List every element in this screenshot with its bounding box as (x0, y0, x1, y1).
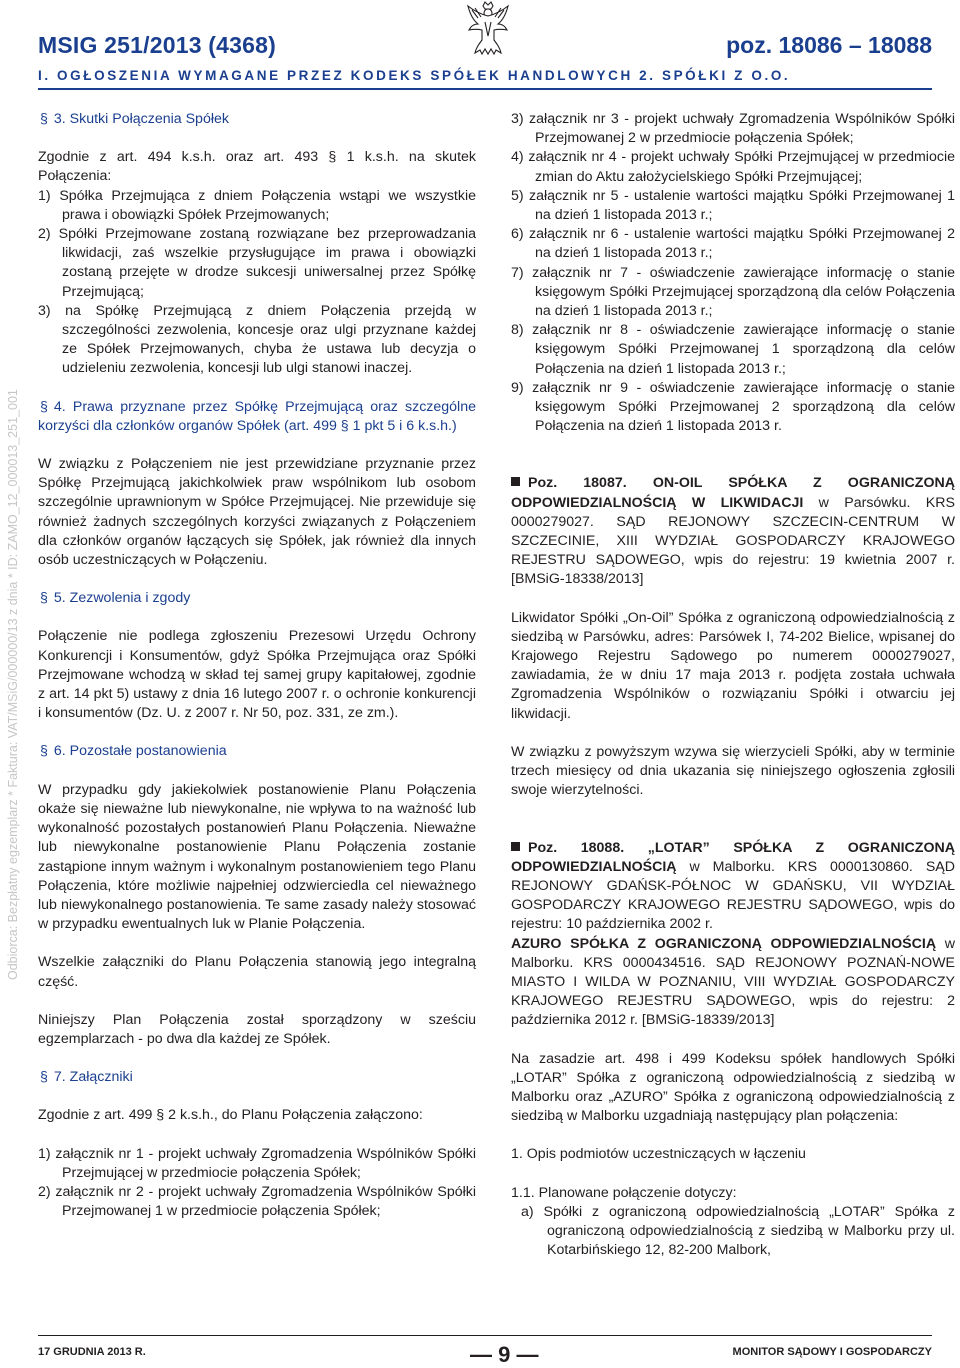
notice-18087-header: Poz. 18087. ON-OIL SPÓŁKA Z OGRANICZONĄ ODPOWIEDZIALNOŚCIĄ W LIKWIDACJI w Parsówku. KRS 0000279027. SĄD REJONOWY SZCZECIN-CENTRUM W SZCZECINIE, XIII WYDZIAŁ GOSPODARCZY KRAJOWEGO REJESTRU SĄDOWEGO, wpis do rejestru: 19 kwietnia 2007 r. [BMSiG-18338/2013] (511, 475, 955, 588)
publication-name: MONITOR SĄDOWY I GOSPODARCZY (732, 1346, 932, 1358)
gazette-title: MSIG 251/2013 (4368) (38, 32, 276, 58)
list-item: 8) załącznik nr 8 - oświadczenie zawierające informację o stanie księgowym Spółki Przejmowanej 1 sporządzoną dla celów Połączenia na dzień 1 listopada 2013 r.; (511, 322, 955, 377)
notice-18088-second-company: AZURO SPÓŁKA Z OGRANICZONĄ ODPOWIEDZIALNOŚCIĄ w Malborku. KRS 0000434516. SĄD REJONOWY POZNAŃ-NOWE MIASTO I WILDA W POZNANIU, VIII WYDZIAŁ GOSPODARCZY KRAJOWEGO REJESTRU SĄDOWEGO, wpis do rejestru: 2 października 2012 r. [BMSiG-18339/2013] (511, 935, 955, 1029)
section-heading-3: § 3. Skutki Połączenia Spółek (40, 111, 229, 127)
list-item: a) Spółki z ograniczoną odpowiedzialnością „LOTAR” Spółka z ograniczoną odpowiedzialnością z siedzibą w Malborku przy ul. Kotarbińskiego 12, 82-200 Malbork, (521, 1203, 955, 1259)
list-item: 9) załącznik nr 9 - oświadczenie zawierające informację o stanie księgowym Spółki Przejmowanej 2 sporządzoną dla celów Połączenia na dzień 1 listopada 2013 r. (511, 379, 955, 435)
notice-18088-header: Poz. 18088. „LOTAR” SPÓŁKA Z OGRANICZONĄ ODPOWIEDZIALNOŚCIĄ w Malborku. KRS 0000130860. SĄD REJONOWY GDAŃSK-PÓŁNOC W GDAŃSKU, VII WYDZIAŁ GOSPODARCZY KRAJOWEGO REJESTRU SĄDOWEGO, wpis do rejestru: 10 października 2002 r. (511, 839, 955, 933)
bullet-icon (511, 477, 520, 486)
page-number: — 9 — (470, 1342, 539, 1367)
header-rule (38, 88, 932, 90)
list-item: 7) załącznik nr 7 - oświadczenie zawierające informację o stanie księgowym Spółki Przejmującej sporządzoną dla celów Połączenia na dzień 1 listopada 2013 r.; (511, 264, 955, 320)
paragraph: Zgodnie z art. 494 k.s.h. oraz art. 493 § 1 k.s.h. na skutek Połączenia: (38, 149, 476, 185)
issue-date: 17 GRUDNIA 2013 R. (38, 1346, 146, 1358)
list-item: 6) załącznik nr 6 - ustalenie wartości majątku Spółki Przejmowanej 2 na dzień 1 listopada 2013 r.; (511, 226, 955, 262)
paragraph: Na zasadzie art. 498 i 499 Kodeksu spółek handlowych Spółki „LOTAR” Spółka z ograniczoną odpowiedzialnością z siedzibą w Malborku oraz „AZURO” Spółka z ograniczoną odpowiedzialnością z siedzibą w Malborku uzgadniają następujący plan połączenia: (511, 1050, 955, 1125)
list-item: 1) Spółka Przejmująca z dniem Połączenia wstąpi we wszystkie prawa i obowiązki Spółek Przejmowanych; (38, 187, 476, 223)
list-item: 5) załącznik nr 5 - ustalenie wartości majątku Spółki Przejmowanej 1 na dzień 1 listopada 2013 r.; (511, 187, 955, 224)
list-item: 4) załącznik nr 4 - projekt uchwały Spółki Przejmującej w przedmiocie zmian do Aktu założycielskiego Spółki Przejmującej; (511, 149, 955, 185)
position-range: poz. 18086 – 18088 (726, 32, 932, 58)
list-item: 3) na Spółkę Przejmującą z dniem Połączenia przejdą w szczególności zezwolenia, koncesje oraz ulgi przyznane każdej ze Spółek Przejmowanych, chyba że ustawa lub decyzja o udzieleniu zezwolenia, koncesji lub ulgi stanowi inaczej. (38, 302, 476, 377)
paragraph: W związku z Połączeniem nie jest przewidziane przyznanie przez Spółkę Przejmującą jakichkolwiek praw wspólnikom lub osobom szczególnie uprawnionym w Spółce Przejmującej. Nie przewiduje się również żadnych szczególnych korzyści związanych z Połączeniem dla członków organów łączących się Spółek, jak również dla innych osób uczestniczących w Połączeniu. (38, 456, 476, 569)
section-heading-4: § 4. Prawa przyznane przez Spółkę Przejmującą oraz szczególne korzyści dla członków organów Spółek (art. 499 § 1 pkt 5 i 6 k.s.h.) (38, 398, 476, 434)
recipient-watermark: Odbiorca: Bezpłatny egzemplarz * Faktura: VAT/MSiG/000000/13 z dnia * ID: ZAMO_12_000013_251_001 (6, 389, 20, 980)
paragraph: Likwidator Spółki „On-Oil” Spółka z ograniczoną odpowiedzialnością z siedzibą w Parsówku, adres: Parsówek I, 74-202 Bielice, wpisanej do Krajowego Rejestru Sądowego po numerem 0000279027, zawiadamia, że w dniu 17 maja 2013 r. podjęta została uchwała Zgromadzenia Wspólników o rozwiązaniu Spółki i otwarciu jej likwidacji. (511, 609, 955, 722)
section-heading: I. OGŁOSZENIA WYMAGANE PRZEZ KODEKS SPÓŁEK HANDLOWYCH 2. SPÓŁKI Z O.O. (38, 68, 791, 83)
bullet-icon (511, 842, 520, 851)
footer-rule (38, 1335, 932, 1336)
polish-eagle-icon (466, 0, 510, 56)
list-item: 2) Spółki Przejmowane zostaną rozwiązane bez przeprowadzania likwidacji, zaś wszelkie przysługujące im prawa i obowiązki zostaną przejęte w drodze sukcesji uniwersalnej przez Spółkę Przejmującą; (38, 226, 476, 300)
paragraph: Zgodnie z art. 499 § 2 k.s.h., do Planu Połączenia załączono: (38, 1107, 423, 1124)
left-column (38, 110, 476, 1221)
paragraph: Wszelkie załączniki do Planu Połączenia stanowią jego integralną część. (38, 954, 476, 990)
section-heading-5: § 5. Zezwolenia i zgody (40, 590, 191, 607)
section-heading-6: § 6. Pozostałe postanowienia (40, 743, 227, 760)
paragraph: Połączenie nie podlega zgłoszeniu Prezesowi Urzędu Ochrony Konkurencji i Konsumentów, gdyż Spółka Przejmująca oraz Spółki Przejmowane wchodzą w skład tej samej grupy kapitałowej, zgodnie z art. 14 pkt 5) ustawy z dnia 16 lutego 2007 r. o ochronie konkurencji i konsumentów (Dz. U. z 2007 r. Nr 50, poz. 331, ze zm.). (38, 628, 476, 722)
section-heading-7: § 7. Załączniki (40, 1069, 133, 1086)
paragraph: W przypadku gdy jakiekolwiek postanowienie Planu Połączenia okaże się nieważne lub niewykonalne, nie wpływa to na ważność lub wykonalność pozostałych postanowień Planu Połączenia. Nieważne lub niewykonalne postanowienie Planu Połączenia zostanie zastąpione innym ważnym i wykonalnym postanowieniem tego Planu Połączenia, które możliwie najpełniej odzwierciedla cel nieważnego lub niewykonalnego postanowienia. Te same zasady należy stosować w przypadku ewentualnych luk w Planie Połączenia. (38, 781, 476, 933)
list-item: 2) załącznik nr 2 - projekt uchwały Zgromadzenia Wspólników Spółki Przejmowanej 1 w przedmiocie połączenia Spółek; (38, 1183, 476, 1220)
subheading: 1.1. Planowane połączenie dotyczy: (511, 1184, 737, 1201)
paragraph: W związku z powyższym wzywa się wierzycieli Spółki, aby w terminie trzech miesięcy od dnia ukazania się niniejszego ogłoszenia zgłosili swoje wierzytelności. (511, 743, 955, 799)
list-item: 3) załącznik nr 3 - projekt uchwały Zgromadzenia Wspólników Spółki Przejmowanej 2 w przedmiocie połączenia Spółek; (511, 111, 955, 147)
list-item: 1) załącznik nr 1 - projekt uchwały Zgromadzenia Wspólników Spółki Przejmującej w przedmiocie połączenia Spółek; (38, 1145, 476, 1181)
right-column (511, 110, 955, 1260)
paragraph: Niniejszy Plan Połączenia został sporządzony w sześciu egzemplarzach - po dwa dla każdej ze Spółek. (38, 1011, 476, 1047)
subheading: 1. Opis podmiotów uczestniczących w łączeniu (511, 1146, 806, 1163)
